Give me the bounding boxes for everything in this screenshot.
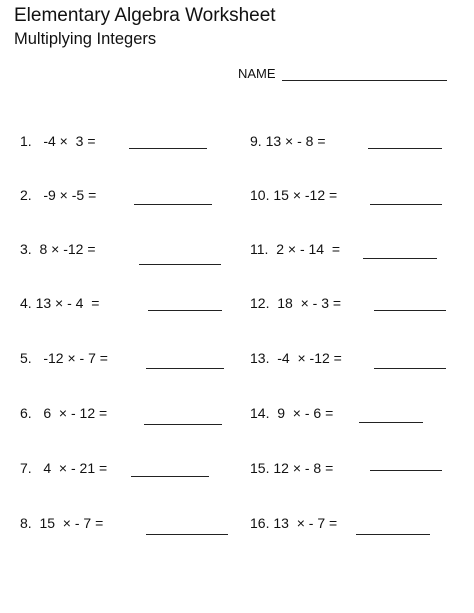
problem-9: 9. 13 × - 8 =	[250, 133, 326, 149]
answer-line-10[interactable]	[370, 204, 442, 205]
answer-line-13[interactable]	[374, 368, 446, 369]
answer-line-4[interactable]	[148, 310, 222, 311]
problem-5: 5. -12 × - 7 =	[20, 350, 108, 366]
answer-line-8[interactable]	[146, 534, 228, 535]
answer-line-12[interactable]	[374, 310, 446, 311]
problem-10: 10. 15 × -12 =	[250, 187, 338, 203]
name-field-line[interactable]	[282, 80, 447, 81]
answer-line-2[interactable]	[134, 204, 212, 205]
problem-15: 15. 12 × - 8 =	[250, 460, 334, 476]
worksheet-title: Elementary Algebra Worksheet	[14, 5, 276, 26]
problem-3: 3. 8 × -12 =	[20, 241, 96, 257]
problem-8: 8. 15 × - 7 =	[20, 515, 104, 531]
problem-4: 4. 13 × - 4 =	[20, 295, 100, 311]
answer-line-11[interactable]	[363, 258, 437, 259]
problem-16: 16. 13 × - 7 =	[250, 515, 338, 531]
problem-12: 12. 18 × - 3 =	[250, 295, 342, 311]
problem-11: 11. 2 × - 14 =	[250, 241, 341, 257]
problem-14: 14. 9 × - 6 =	[250, 405, 334, 421]
answer-line-6[interactable]	[144, 424, 222, 425]
answer-line-3[interactable]	[139, 264, 221, 265]
worksheet-subtitle: Multiplying Integers	[14, 30, 157, 48]
problem-13: 13. -4 × -12 =	[250, 350, 342, 366]
name-label: NAME	[238, 66, 276, 81]
problem-1: 1. -4 × 3 =	[20, 133, 96, 149]
problem-7: 7. 4 × - 21 =	[20, 460, 108, 476]
answer-line-5[interactable]	[146, 368, 224, 369]
problem-2: 2. -9 × -5 =	[20, 187, 97, 203]
problem-6: 6. 6 × - 12 =	[20, 405, 108, 421]
answer-line-1[interactable]	[129, 148, 207, 149]
answer-line-14[interactable]	[359, 422, 423, 423]
answer-line-7[interactable]	[131, 476, 209, 477]
answer-line-15[interactable]	[370, 470, 442, 471]
answer-line-9[interactable]	[368, 148, 442, 149]
answer-line-16[interactable]	[356, 534, 430, 535]
